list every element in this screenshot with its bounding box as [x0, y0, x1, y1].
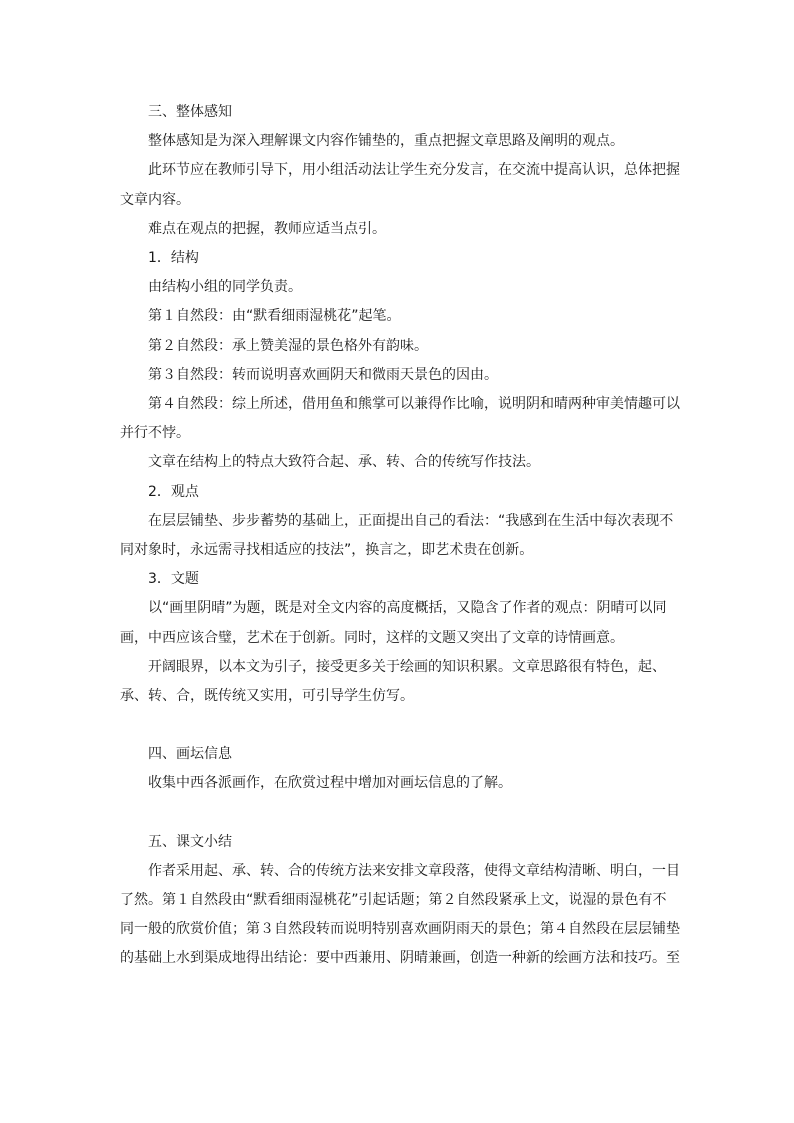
subheading-viewpoint: 2．观点 [148, 483, 199, 500]
paragraph: 作者采用起、承、转、合的传统方法来安排文章段落，使得文章结构清晰、明白，一目了然。第１自然段由“默看细雨湿桃花”引起话题；第２自然段紧承上文，说湿的景色有不同一般的欣赏价值；第３自然段转而说明特别喜欢画阴雨天的景色；第４自然段在层层铺垫的基础上水到渠成地得出结论：要中西兼用、阴晴兼画，创造一种新的绘画方法和技巧。至 [120, 862, 680, 967]
paragraph: 第３自然段：转而说明喜欢画阴天和微雨天景色的因由。 [148, 366, 498, 383]
section-heading-3: 三、整体感知 [148, 104, 232, 120]
subheading-structure: 1．结构 [148, 250, 199, 267]
paragraph: 收集中西各派画作，在欣赏过程中增加对画坛信息的了解。 [148, 775, 512, 792]
section-heading-5: 五、课文小结 [148, 833, 232, 850]
section-heading-4: 四、画坛信息 [148, 746, 232, 763]
paragraph: 文章在结构上的特点大致符合起、承、转、合的传统写作技法。 [148, 454, 540, 471]
paragraph: 开阔眼界，以本文为引子，接受更多关于绘画的知识积累。文章思路很有特色，起、承、转、合，既传统又实用，可引导学生仿写。 [120, 658, 666, 705]
paragraph: 由结构小组的同学负责。 [148, 279, 302, 296]
paragraph: 整体感知是为深入理解课文内容作铺垫的，重点把握文章思路及阐明的观点。 [148, 133, 624, 150]
paragraph: 此环节应在教师引导下，用小组活动法让学生充分发言，在交流中提高认识，总体把握文章内容。 [120, 162, 680, 208]
blank-line [120, 711, 680, 740]
subheading-title: 3．文题 [148, 571, 199, 588]
paragraph: 难点在观点的把握，教师应适当点引。 [148, 220, 386, 237]
document-page [120, 98, 680, 974]
paragraph: 第１自然段：由“默看细雨湿桃花”起笔。 [148, 308, 401, 325]
paragraph: 第４自然段：综上所述，借用鱼和熊掌可以兼得作比喻，说明阴和晴两种审美情趣可以并行不悖。 [120, 396, 680, 442]
paragraph: 在层层铺垫、步步蓄势的基础上，正面提出自己的看法：“我感到在生活中每次表现不同对象时，永远需寻找相适应的技法”，换言之，即艺术贵在创新。 [120, 512, 674, 559]
paragraph: 以“画里阴晴”为题，既是对全文内容的高度概括，又隐含了作者的观点：阴晴可以同画，中西应该合璧，艺术在于创新。同时，这样的文题又突出了文章的诗情画意。 [120, 600, 667, 646]
blank-line [120, 799, 680, 828]
paragraph: 第２自然段：承上赞美湿的景色格外有韵味。 [148, 337, 428, 354]
